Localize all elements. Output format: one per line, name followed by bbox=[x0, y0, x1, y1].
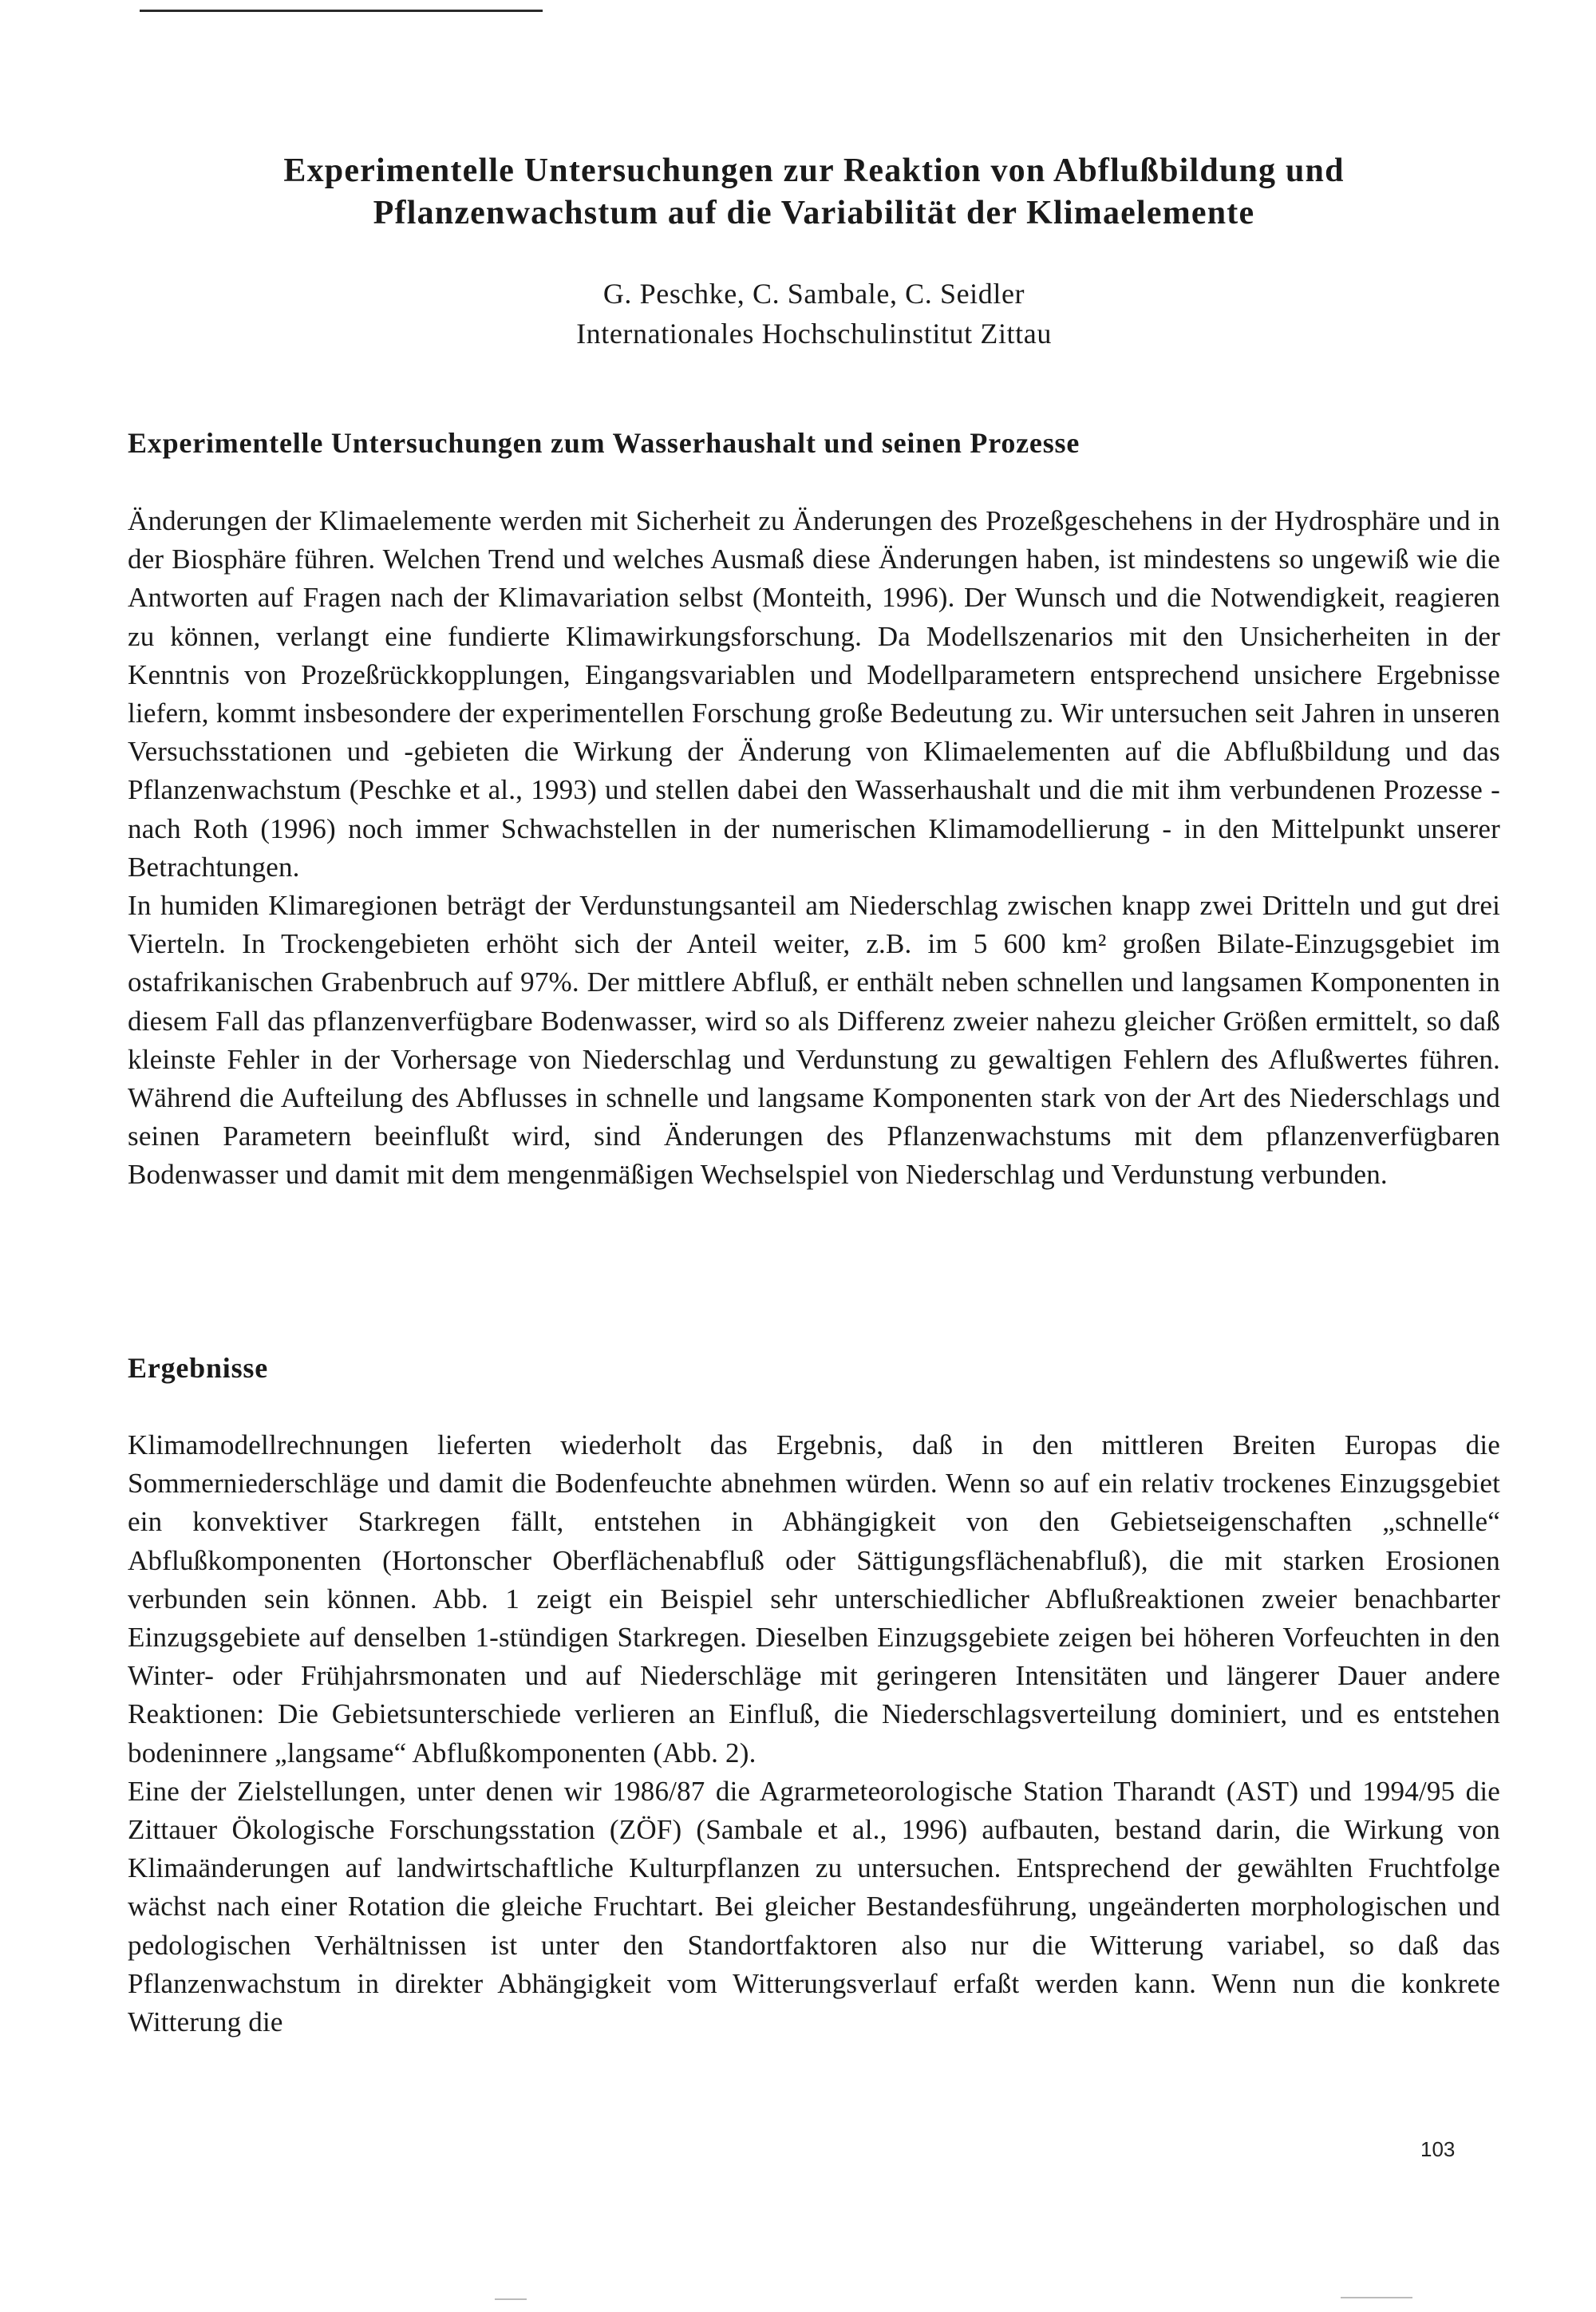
section-body-wasserhaushalt bbox=[128, 502, 1500, 1195]
section-body-ergebnisse bbox=[128, 1426, 1500, 2041]
paragraph: Änderungen der Klimaelemente werden mit Sicherheit zu Änderungen des Prozeßgeschehens in der Hydrosphäre und in der Biosphäre führen. Welchen Trend und welches Ausmaß diese Änderungen haben, ist mindestens so ungewiß wie die Antworten auf Fragen nach der Klimavariation selbst (Monteith, 1996). Der Wunsch und die Notwendigkeit, reagieren zu können, verlangt eine fundierte Klimawirkungsforschung. Da Modellszenarios mit den Unsicherheiten in der Kenntnis von Prozeßrückkopplungen, Eingangsvariablen und Modellparametern entsprechend unsichere Ergebnisse liefern, kommt insbesondere der experimentellen Forschung große Bedeutung zu. Wir untersuchen seit Jahren in unseren Versuchsstationen und -gebieten die Wirkung der Änderung von Klimaelementen auf die Abflußbildung und das Pflanzenwachstum (Peschke et al., 1993) und stellen dabei den Wasserhaushalt und die mit ihm verbundenen Prozesse - nach Roth (1996) noch immer Schwachstellen in der numerischen Klimamodellierung - in den Mittelpunkt unserer Betrachtungen. bbox=[128, 505, 1500, 883]
title-line-1: Experimentelle Untersuchungen zur Reaktion von Abflußbildung und bbox=[283, 152, 1345, 189]
top-rule bbox=[140, 10, 543, 12]
author-block bbox=[128, 274, 1500, 354]
scan-artifact bbox=[495, 2298, 527, 2300]
author-names: G. Peschke, C. Sambale, C. Seidler bbox=[602, 278, 1025, 310]
paragraph: Eine der Zielstellungen, unter denen wir 1986/87 die Agrarmeteorologische Station Tharandt (AST) und 1994/95 die Zittauer Ökologische Forschungsstation (ZÖF) (Sambale et al., 1996) aufbauten, bestand darin, die Wirkung von Klimaänderungen auf landwirtschaftliche Kulturpflanzen zu untersuchen. Entsprechend der gewählten Fruchtfolge wächst nach einer Rotation die gleiche Fruchtart. Bei gleicher Bestandesführung, ungeänderten morphologischen und pedologischen Verhältnissen ist unter den Standortfaktoren also nur die Witterung variabel, so daß das Pflanzenwachstum in direkter Abhängigkeit vom Witterungsverlauf erfaßt werden kann. Wenn nun die konkrete Witterung die bbox=[128, 1775, 1500, 2038]
section-heading-wasserhaushalt: Experimentelle Untersuchungen zum Wasserhaushalt und seinen Prozesse bbox=[128, 427, 1080, 459]
paragraph: In humiden Klimaregionen beträgt der Verdunstungsanteil am Niederschlag zwischen knapp zwei Dritteln und gut drei Vierteln. In Trockengebieten erhöht sich der Anteil weiter, z.B. im 5 600 km² großen Bilate-Einzugsgebiet im ostafrikanischen Grabenbruch auf 97%. Der mittlere Abfluß, er enthält neben schnellen und langsamen Komponenten in diesem Fall das pflanzenverfügbare Bodenwasser, wird so als Differenz zweier nahezu gleicher Größen ermittelt, so daß kleinste Fehler in der Vorhersage von Niederschlag und Verdunstung zu gewaltigen Fehlern des Aflußwertes führen. Während die Aufteilung des Abflusses in schnelle und langsame Komponenten stark von der Art des Niederschlags und seinen Parametern beeinflußt wird, sind Änderungen des Pflanzenwachstums mit dem pflanzenverfügbaren Bodenwasser und damit mit dem mengenmäßigen Wechselspiel von Niederschlag und Verdunstung verbunden. bbox=[128, 890, 1500, 1191]
paragraph: Klimamodellrechnungen lieferten wiederholt das Ergebnis, daß in den mittleren Breiten Europas die Sommerniederschläge und damit die Bodenfeuchte abnehmen würden. Wenn so auf ein relativ trockenes Einzugsgebiet ein konvektiver Starkregen fällt, entstehen in Abhängigkeit von den Gebietseigenschaften „schnelle“ Abflußkomponenten (Hortonscher Oberflächenabfluß oder Sättigungsflächenabfluß), die mit starken Erosionen verbunden sein können. Abb. 1 zeigt ein Beispiel sehr unterschiedlicher Abflußreaktionen zweier benachbarter Einzugsgebiete auf denselben 1-stündigen Starkregen. Dieselben Einzugsgebiete zeigen bei höheren Vorfeuchten in den Winter- oder Frühjahrsmonaten und auf Niederschläge mit geringeren Intensitäten und längerer Dauer andere Reaktionen: Die Gebietsunterschiede verlieren an Einfluß, die Niederschlagsverteilung dominiert, und es entstehen bodeninnere „langsame“ Abflußkomponenten (Abb. 2). bbox=[128, 1429, 1500, 1769]
affiliation: Internationales Hochschulinstitut Zittau bbox=[576, 318, 1052, 350]
title-line-2: Pflanzenwachstum auf die Variabilität der Klimaelemente bbox=[373, 195, 1255, 231]
paper-title bbox=[128, 150, 1500, 235]
page-number: 103 bbox=[1420, 2137, 1456, 2161]
scan-artifact bbox=[1341, 2297, 1412, 2298]
section-heading-ergebnisse: Ergebnisse bbox=[128, 1352, 269, 1384]
